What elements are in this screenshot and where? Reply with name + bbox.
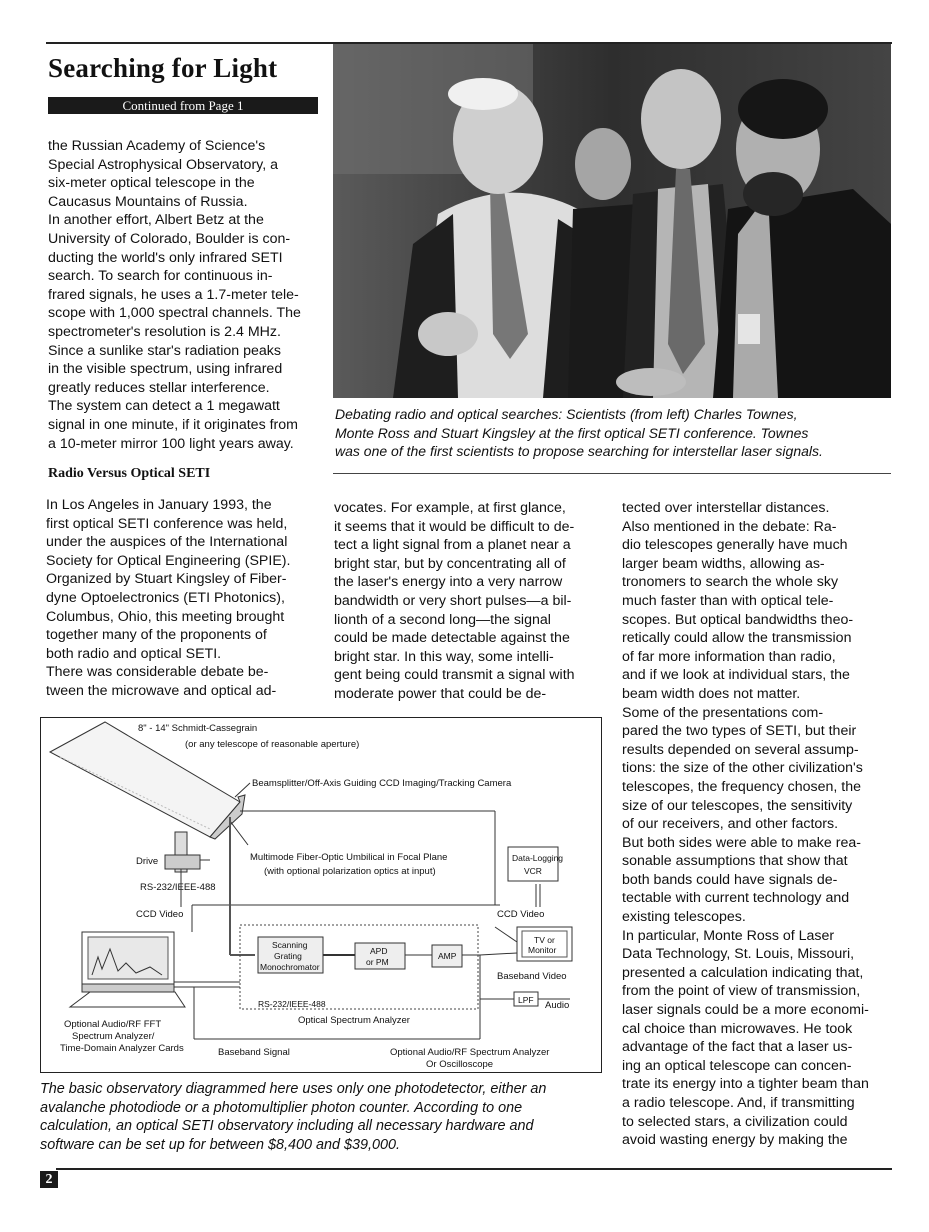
diagram-apd-1: APD — [370, 946, 388, 956]
diagram-rs232-a: RS-232/IEEE-488 — [140, 882, 216, 893]
diagram-fft-1: Optional Audio/RF FFT — [64, 1019, 162, 1030]
diagram-ccd-video-left: CCD Video — [136, 909, 184, 920]
diagram-mono-1: Scanning — [272, 940, 308, 950]
column1-bottom-text: In Los Angeles in January 1993, the first optical SETI conference was held, under the auspices of the International Society for Optical Engineering (SPIE). Organized by Stuart Kingsley of Fiber- dyne Optoelectronics (ETI Photonics), Columbus, Ohio, this meeting brought together many of the proponents of both radio and optical SETI. There was considerable debate be- tween the microwave and optical ad- — [46, 497, 291, 699]
diagram-osa: Optical Spectrum Analyzer — [298, 1015, 410, 1026]
diagram-umbilical-1: Multimode Fiber-Optic Umbilical in Focal Plane — [250, 852, 448, 863]
diagram-fft-3: Time-Domain Analyzer Cards — [60, 1043, 184, 1054]
page-number: 2 — [40, 1171, 58, 1188]
diagram-drive: Drive — [136, 856, 159, 867]
continued-from-banner: Continued from Page 1 — [48, 97, 318, 114]
diagram-rfsa-1: Optional Audio/RF Spectrum Analyzer — [390, 1047, 550, 1058]
diagram-datalog-1: Data-Logging — [512, 853, 564, 863]
diagram-monitor-1: TV or — [534, 935, 555, 945]
diagram-rfsa-2: Or Oscilloscope — [426, 1059, 494, 1070]
diagram-telescope-title: 8" - 14" Schmidt-Cassegrain — [138, 723, 258, 734]
diagram-caption: The basic observatory diagrammed here uses only one photodetector, either an avalanche photodiode or a photomultiplier photon counter. According to one calculation, an optical SETI observatory including all necessary hardware and software can be set up for between $8,400 and $39,000. — [40, 1081, 547, 1153]
diagram-amp: AMP — [438, 951, 457, 961]
column2-text: vocates. For example, at first glance, it seems that it would be difficult to de- tect a light signal from a planet near a bright star, but by concentrating all of the laser's energy into a very narrow bandwidth or very short pulses—a bil- lionth of a second long—the signal could be made detectable against the bright star. In this way, some intelli- gent being could transmit a signal with moderate power that could be de- — [334, 500, 575, 702]
bottom-rule — [56, 1168, 892, 1170]
diagram-datalog-2: VCR — [524, 866, 542, 876]
diagram-baseband-video: Baseband Video — [497, 971, 567, 982]
diagram-svg — [40, 717, 602, 1073]
diagram-mono-2: Grating — [274, 951, 302, 961]
photo-illustration — [333, 44, 891, 398]
column3-text: tected over interstellar distances. Also mentioned in the debate: Ra- dio telescopes generally have much larger beam widths, allowing as- tronomers to search the whole sky much faster than with optical tele- scopes. But optical bandwidths theo- retically could allow the transmission of far more information than radio, and if we look at individual stars, the beam width does not matter. Some of the presentations com- pared the two types of SETI, but their results depended on several assump- tions: the size of the other civilization's telescopes, the frequency chosen, the size of our telescopes, the sensitivity of our receivers, and other factors. But both sides were able to make rea- sonable assumptions that show that both bands could have signals de- tectable with current technology and existing telescopes. In particular, Monte Ross of Laser Data Technology, St. Louis, Missouri, presented a calculation indicating that, from the point of view of transmission, laser signals could be a more economi- cal choice than microwaves. He took advantage of the fact that a laser us- ing an optical telescope can concen- trate its energy into a tighter beam than a radio telescope. And, if transmitting to selected stars, a civilization could avoid wasting energy by making the — [622, 500, 869, 1149]
diagram-fft-2: Spectrum Analyzer/ — [72, 1031, 155, 1042]
photo-caption: Debating radio and optical searches: Scientists (from left) Charles Townes, Monte Ross and Stuart Kingsley at the first optical SETI conference. Townes was one of the first scientists to propose searching for interstellar laser signals. — [335, 406, 823, 459]
diagram-beamsplitter: Beamsplitter/Off-Axis Guiding CCD Imaging/Tracking Camera — [252, 778, 512, 789]
caption-rule — [333, 473, 891, 474]
diagram-rs232-b: RS-232/IEEE-488 — [258, 999, 326, 1009]
diagram-lpf: LPF — [518, 995, 534, 1005]
section-subhead: Radio Versus Optical SETI — [48, 466, 211, 481]
article-headline: Searching for Light — [48, 53, 278, 83]
scientists-photo — [333, 44, 891, 398]
computer-icon — [70, 932, 185, 1007]
diagram-apd-2: or PM — [366, 957, 389, 967]
observatory-diagram — [40, 717, 602, 1073]
diagram-audio: Audio — [545, 1000, 570, 1011]
diagram-telescope-sub: (or any telescope of reasonable aperture) — [185, 739, 360, 750]
diagram-ccd-video-right: CCD Video — [497, 909, 545, 920]
diagram-mono-3: Monochromator — [260, 962, 320, 972]
column1-top-text: the Russian Academy of Science's Special Astrophysical Observatory, a six-meter optical telescope in the Caucasus Mountains of Russia. In another effort, Albert Betz at the University of Colorado, Boulder is con- ducting the world's only infrared SETI search. To search for continuous in- frared signals, he uses a 1.7-meter tele- scope with 1,000 spectral channels. The spectrometer's resolution is 2.4 MHz. Since a sunlike star's radiation peaks in the visible spectrum, using infrared greatly reduces stellar interference. The system can detect a 1 megawatt signal in one minute, if it originates from a 10-meter mirror 100 light years away. — [48, 138, 301, 452]
diagram-baseband-signal: Baseband Signal — [218, 1047, 290, 1058]
diagram-umbilical-2: (with optional polarization optics at input) — [264, 866, 436, 877]
diagram-monitor-2: Monitor — [528, 945, 557, 955]
